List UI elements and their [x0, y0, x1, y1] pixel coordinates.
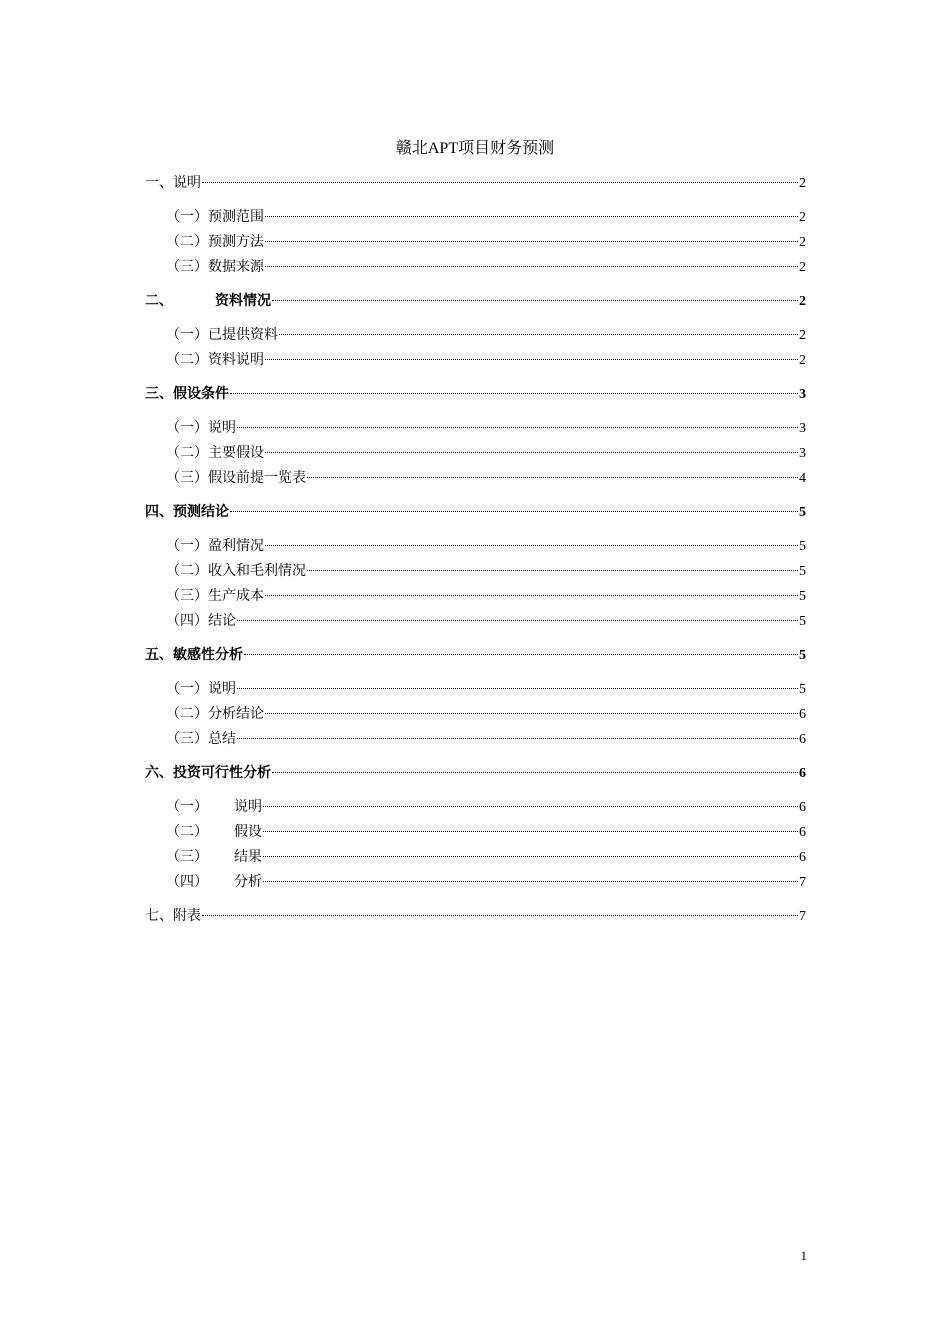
toc-entry[interactable] — [145, 609, 806, 634]
toc-page: 6 — [799, 766, 806, 781]
toc-leader — [265, 266, 798, 267]
toc-number: （二） — [166, 235, 208, 250]
toc-leader — [272, 300, 798, 301]
toc-label: 预测方法 — [208, 235, 264, 250]
toc-entry[interactable] — [145, 584, 806, 609]
toc-label: 假设 — [234, 825, 262, 840]
toc-label: 分析 — [234, 875, 262, 890]
toc-page: 2 — [799, 294, 806, 309]
toc-page: 6 — [799, 732, 806, 747]
toc-page: 5 — [799, 589, 806, 604]
toc-number: （三） — [166, 732, 208, 747]
toc-page: 6 — [799, 825, 806, 840]
toc-leader — [265, 595, 798, 596]
toc-entry[interactable] — [145, 382, 806, 407]
toc-page: 5 — [799, 614, 806, 629]
toc-leader — [263, 881, 798, 882]
toc-entry[interactable] — [145, 795, 806, 820]
toc-page: 3 — [799, 387, 806, 402]
toc-page: 3 — [799, 421, 806, 436]
toc-leader — [265, 713, 798, 714]
toc-entry[interactable] — [145, 466, 806, 491]
toc-number: （一） — [166, 539, 208, 554]
toc-leader — [202, 915, 798, 916]
toc-number: （一） — [166, 800, 208, 815]
toc-label: 收入和毛利情况 — [208, 564, 306, 579]
toc-leader — [265, 452, 798, 453]
toc-number: （二） — [166, 707, 208, 722]
toc-label: 预测结论 — [173, 505, 229, 520]
toc-page: 6 — [799, 800, 806, 815]
toc-number: 三、 — [145, 387, 173, 402]
toc-number: （三） — [166, 471, 208, 486]
toc-page: 2 — [799, 260, 806, 275]
toc-label: 已提供资料 — [208, 328, 278, 343]
toc-number: （四） — [166, 614, 208, 629]
toc-page: 5 — [799, 648, 806, 663]
toc-page: 5 — [799, 539, 806, 554]
toc-leader — [237, 620, 798, 621]
toc-page: 2 — [799, 353, 806, 368]
toc-label: 分析结论 — [208, 707, 264, 722]
toc-leader — [272, 772, 798, 773]
toc-label: 说明 — [208, 682, 236, 697]
toc-leader — [265, 241, 798, 242]
toc-page: 5 — [799, 505, 806, 520]
toc-page: 2 — [799, 328, 806, 343]
toc-leader — [265, 216, 798, 217]
toc-entry[interactable] — [145, 870, 806, 895]
toc-number: （三） — [166, 589, 208, 604]
toc-leader — [279, 334, 798, 335]
toc-entry[interactable] — [145, 416, 806, 441]
toc-leader — [263, 806, 798, 807]
toc-entry[interactable] — [145, 727, 806, 752]
toc-entry[interactable] — [145, 534, 806, 559]
toc-leader — [307, 570, 798, 571]
toc-leader — [237, 688, 798, 689]
toc-label: 假设条件 — [173, 387, 229, 402]
toc-number: （三） — [166, 850, 208, 865]
toc-number: 七、 — [145, 909, 173, 924]
toc-entry[interactable] — [145, 230, 806, 255]
toc-number: （二） — [166, 825, 208, 840]
toc-page: 6 — [799, 707, 806, 722]
toc-leader — [265, 359, 798, 360]
toc-number: （二） — [166, 353, 208, 368]
toc-label: 主要假设 — [208, 446, 264, 461]
toc-page: 5 — [799, 682, 806, 697]
toc-page: 2 — [799, 235, 806, 250]
toc-label: 敏感性分析 — [173, 648, 243, 663]
toc-page: 5 — [799, 564, 806, 579]
toc-number: （二） — [166, 564, 208, 579]
toc-entry[interactable] — [145, 677, 806, 702]
toc-number: （二） — [166, 446, 208, 461]
toc-number: 四、 — [145, 505, 173, 520]
toc-entry[interactable] — [145, 702, 806, 727]
toc-entry[interactable] — [145, 255, 806, 280]
toc-page: 7 — [799, 875, 806, 890]
table-of-contents — [145, 171, 806, 929]
toc-leader — [244, 654, 798, 655]
toc-entry[interactable] — [145, 643, 806, 668]
toc-leader — [263, 831, 798, 832]
toc-entry[interactable] — [145, 348, 806, 373]
toc-number: （三） — [166, 260, 208, 275]
toc-number: 一、 — [145, 176, 173, 191]
toc-entry[interactable] — [145, 559, 806, 584]
toc-leader — [230, 393, 798, 394]
toc-entry[interactable] — [145, 845, 806, 870]
toc-page: 3 — [799, 446, 806, 461]
toc-entry[interactable] — [145, 171, 806, 196]
toc-leader — [237, 738, 798, 739]
toc-entry[interactable] — [145, 904, 806, 929]
toc-number: 六、 — [145, 766, 173, 781]
toc-number: 五、 — [145, 648, 173, 663]
toc-label: 生产成本 — [208, 589, 264, 604]
document-title: 赣北APT项目财务预测 — [395, 140, 555, 157]
toc-leader — [237, 427, 798, 428]
page-number: 1 — [800, 1248, 807, 1263]
toc-leader — [263, 856, 798, 857]
toc-leader — [265, 545, 798, 546]
toc-entry[interactable] — [145, 289, 806, 314]
toc-number: （一） — [166, 421, 208, 436]
toc-leader — [202, 182, 798, 183]
toc-entry[interactable] — [145, 820, 806, 845]
toc-leader — [230, 511, 798, 512]
toc-entry[interactable] — [145, 500, 806, 525]
toc-entry[interactable] — [145, 323, 806, 348]
toc-leader — [307, 477, 798, 478]
toc-number: 二、 — [145, 294, 173, 309]
toc-label: 投资可行性分析 — [173, 766, 271, 781]
toc-label: 资料说明 — [208, 353, 264, 368]
toc-label: 数据来源 — [208, 260, 264, 275]
toc-entry[interactable] — [145, 205, 806, 230]
toc-label: 资料情况 — [215, 294, 271, 309]
toc-page: 2 — [799, 176, 806, 191]
toc-label: 假设前提一览表 — [208, 471, 306, 486]
toc-number: （四） — [166, 875, 208, 890]
toc-label: 结论 — [208, 614, 236, 629]
toc-label: 附表 — [173, 909, 201, 924]
toc-label: 说明 — [208, 421, 236, 436]
toc-page: 4 — [799, 471, 806, 486]
toc-page: 2 — [799, 210, 806, 225]
toc-label: 总结 — [208, 732, 236, 747]
toc-number: （一） — [166, 682, 208, 697]
toc-label: 说明 — [234, 800, 262, 815]
toc-label: 结果 — [234, 850, 262, 865]
toc-label: 盈利情况 — [208, 539, 264, 554]
toc-entry[interactable] — [145, 441, 806, 466]
toc-number: （一） — [166, 210, 208, 225]
toc-number: （一） — [166, 328, 208, 343]
toc-entry[interactable] — [145, 761, 806, 786]
toc-label: 预测范围 — [208, 210, 264, 225]
toc-page: 7 — [799, 909, 806, 924]
toc-page: 6 — [799, 850, 806, 865]
toc-label: 说明 — [173, 176, 201, 191]
